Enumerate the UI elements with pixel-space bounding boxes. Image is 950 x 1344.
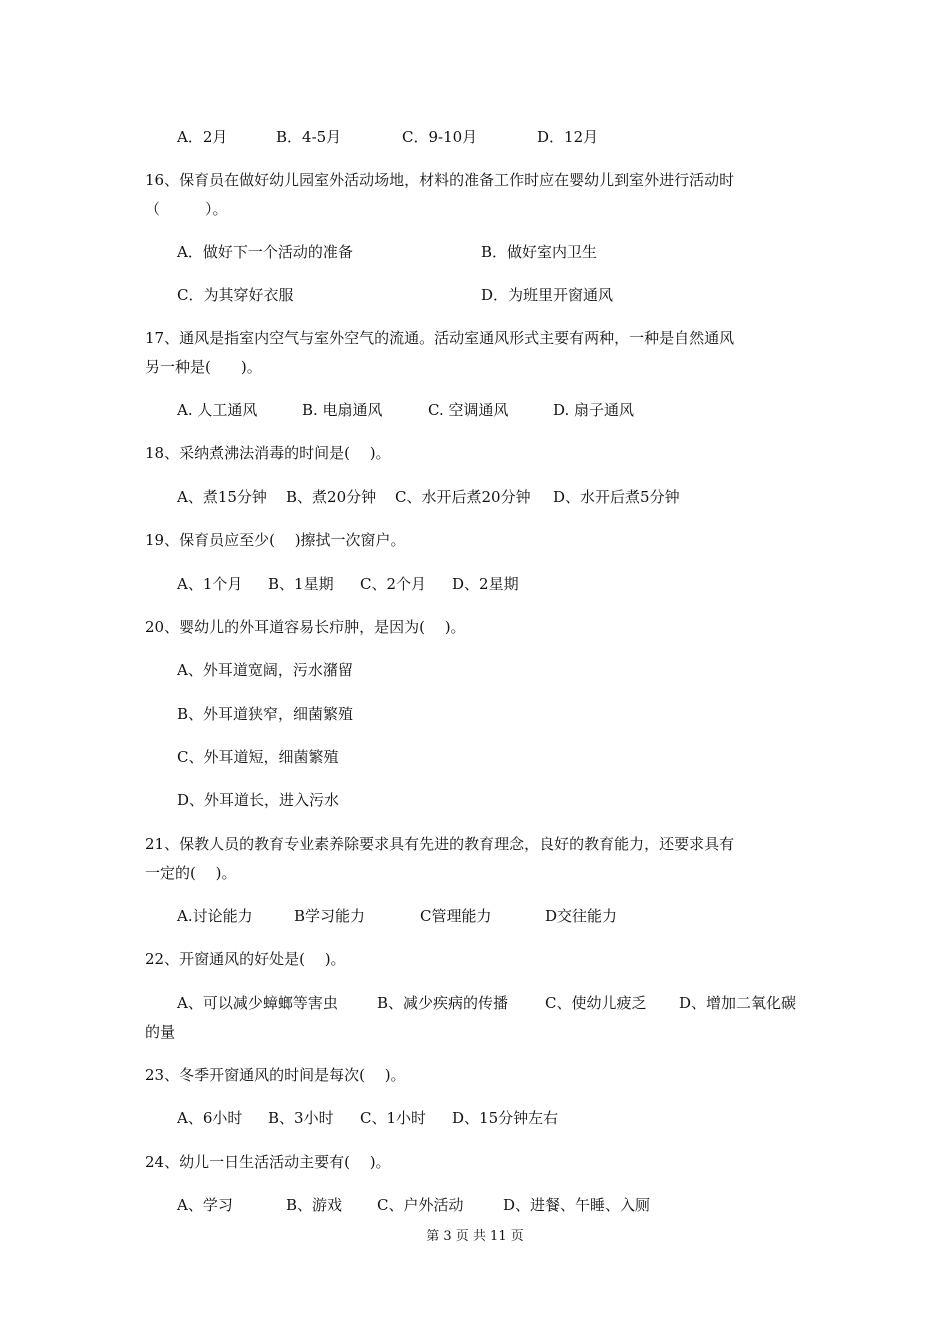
question-text: 20、婴幼儿的外耳道容易长疖肿，是因为( )。 xyxy=(145,618,466,636)
option-text: D、外耳道长，进入污水 xyxy=(177,791,340,809)
option-text: D、增加二氧化碳 xyxy=(679,994,797,1012)
page-number: 第 3 页 共 11 页 xyxy=(426,1229,524,1244)
option-text: C．9-10月 xyxy=(402,128,478,146)
option-text: D、15分钟左右 xyxy=(452,1109,559,1127)
option-text: A．做好下一个活动的准备 xyxy=(177,243,353,261)
option-text: A、外耳道宽阔，污水潴留 xyxy=(177,661,353,679)
question-text: 21、保教人员的教育专业素养除要求具有先进的教育理念，良好的教育能力，还要求具有 xyxy=(145,835,735,853)
option-text: B、煮20分钟 xyxy=(286,488,377,506)
option-text: B．4-5月 xyxy=(276,128,342,146)
option-text: A. 人工通风 xyxy=(177,401,258,419)
option-text: A、煮15分钟 xyxy=(177,488,267,506)
option-text: C、使幼儿疲乏 xyxy=(545,994,647,1012)
question-text: 24、幼儿一日生活活动主要有( )。 xyxy=(145,1153,391,1171)
option-text: B、1星期 xyxy=(268,575,334,593)
option-text: B、外耳道狭窄，细菌繁殖 xyxy=(177,705,354,723)
option-text: C管理能力 xyxy=(420,907,492,925)
option-text: C、水开后煮20分钟 xyxy=(395,488,531,506)
option-text: A．2月 xyxy=(177,128,228,146)
option-text: A.讨论能力 xyxy=(177,907,253,925)
option-text: C、1小时 xyxy=(360,1109,427,1127)
option-text: D交往能力 xyxy=(545,907,618,925)
option-text: D、水开后煮5分钟 xyxy=(553,488,680,506)
option-text: B、3小时 xyxy=(268,1109,334,1127)
question-text: 17、通风是指室内空气与室外空气的流通。活动室通风形式主要有两种，一种是自然通风 xyxy=(145,329,735,347)
option-text: C．为其穿好衣服 xyxy=(177,286,294,304)
option-text: 的量 xyxy=(145,1023,176,1041)
option-text: B、减少疾病的传播 xyxy=(377,994,509,1012)
option-text: A、1个月 xyxy=(177,575,243,593)
option-text: C、2个月 xyxy=(360,575,427,593)
option-text: A、学习 xyxy=(177,1196,233,1214)
option-text: D、进餐、午睡、入厕 xyxy=(503,1196,651,1214)
question-text: 23、冬季开窗通风的时间是每次( )。 xyxy=(145,1066,406,1084)
option-text: D. 扇子通风 xyxy=(553,401,635,419)
option-text: B．做好室内卫生 xyxy=(481,243,598,261)
question-text: （ ）。 xyxy=(145,200,228,218)
question-text: 另一种是( )。 xyxy=(145,358,262,376)
option-text: B学习能力 xyxy=(294,907,366,925)
option-text: D．为班里开窗通风 xyxy=(481,286,614,304)
option-text: B. 电扇通风 xyxy=(302,401,383,419)
option-text: D．12月 xyxy=(537,128,599,146)
option-text: C. 空调通风 xyxy=(428,401,509,419)
option-text: A、6小时 xyxy=(177,1109,243,1127)
question-text: 18、采纳煮沸法消毒的时间是( )。 xyxy=(145,444,391,462)
option-text: B、游戏 xyxy=(286,1196,343,1214)
question-text: 22、开窗通风的好处是( )。 xyxy=(145,950,346,968)
option-text: D、2星期 xyxy=(452,575,519,593)
question-text: 一定的( )。 xyxy=(145,864,237,882)
option-text: C、外耳道短，细菌繁殖 xyxy=(177,748,339,766)
question-text: 19、保育员应至少( )擦拭一次窗户。 xyxy=(145,531,406,549)
question-text: 16、保育员在做好幼儿园室外活动场地，材料的准备工作时应在婴幼儿到室外进行活动时 xyxy=(145,171,735,189)
option-text: A、可以减少蟑螂等害虫 xyxy=(177,994,338,1012)
option-text: C、户外活动 xyxy=(377,1196,464,1214)
